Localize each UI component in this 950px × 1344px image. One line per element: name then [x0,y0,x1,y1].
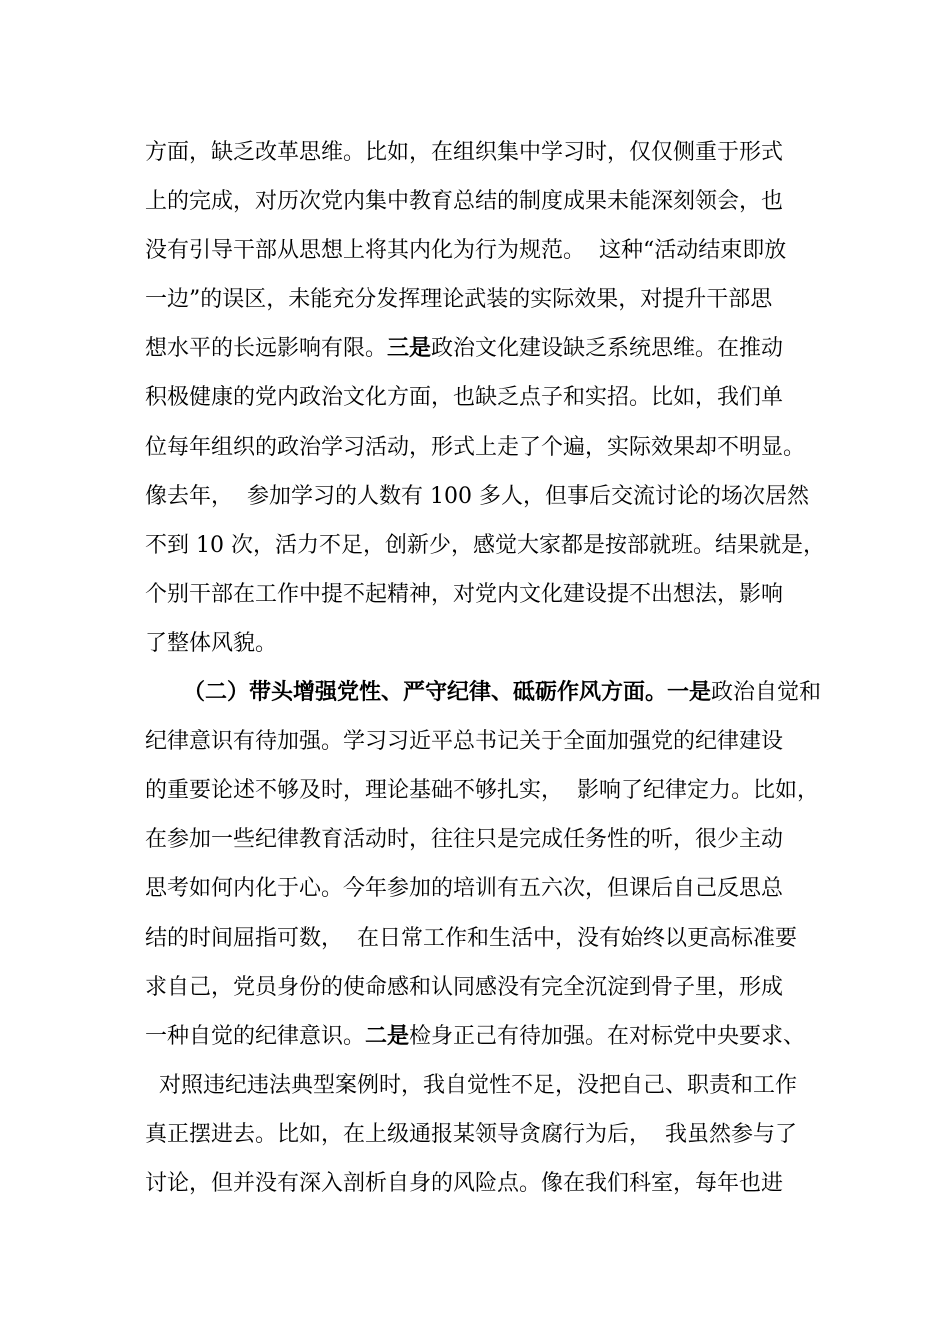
text-line-7: 位每年组织的政治学习活动，形式上走了个遍，实际效果却不明显。 [145,434,806,460]
text-segment: 政治文化建设缺乏系统思维。在推动 [431,336,784,362]
text-line-17: 结的时间屈指可数， 在日常工作和生活中，没有始终以更高标准要 [145,925,797,951]
emphasis-er-shi: 二是 [365,1022,410,1049]
section-heading-line [145,668,825,717]
text-segment: 想水平的长远影响有限。 [145,336,388,362]
text-line-16: 思考如何内化于心。今年参加的培训有五六次，但课后自己反思总 [145,876,784,902]
text-segment: 政治自觉和 [711,680,822,706]
text-segment: 检身正己有待加强。在对标党中央要求、 [409,1023,806,1049]
text-line-11: 了整体风貌。 [145,630,278,656]
text-line-5 [145,324,825,373]
text-line-22: 讨论，但并没有深入剖析自身的风险点。像在我们科室，每年也进 [145,1170,784,1196]
text-line-4: 一边”的误区，未能充分发挥理论武装的实际效果，对提升干部思 [145,287,773,313]
document-body [145,128,825,1208]
text-line-2: 上的完成，对历次党内集中教育总结的制度成果未能深刻领会，也 [145,189,784,215]
text-line-6: 积极健康的党内政治文化方面，也缺乏点子和实招。比如，我们单 [145,385,784,411]
text-line-1: 方面，缺乏改革思维。比如，在组织集中学习时，仅仅侧重于形式 [145,140,784,165]
text-line-9: 不到 10 次，活力不足，创新少，感觉大家都是按部就班。结果就是， [145,532,825,558]
text-segment: 一种自觉的纪律意识。 [145,1023,366,1049]
emphasis-san-shi: 三是 [387,335,432,362]
text-line-14: 的重要论述不够及时，理论基础不够扎实， 影响了纪律定力。比如， [145,778,819,804]
text-line-8: 像去年， 参加学习的人数有 100 多人，但事后交流讨论的场次居然 [145,483,809,509]
text-line-19 [145,1012,825,1061]
text-line-15: 在参加一些纪律教育活动时，往往只是完成任务性的听，很少主动 [145,827,784,853]
text-line-18: 求自己，党员身份的使命感和认同感没有完全沉淀到骨子里，形成 [145,974,784,1000]
text-line-21: 真正摆进去。比如，在上级通报某领导贪腐行为后， 我虽然参与了 [145,1121,797,1147]
text-line-10: 个别干部在工作中提不起精神，对党内文化建设提不出想法，影响 [145,581,784,607]
text-line-3: 没有引导干部从思想上将其内化为行为规范。 这种“活动结束即放 [145,238,787,264]
text-line-20: 对照违纪违法典型案例时，我自觉性不足，没把自己、职责和工作 [145,1072,797,1098]
section-heading: （二）带头增强党性、严守纪律、砥砺作风方面。 [183,679,668,706]
text-line-13: 纪律意识有待加强。学习习近平总书记关于全面加强党的纪律建设 [145,729,784,755]
emphasis-yi-shi: 一是 [667,679,712,706]
